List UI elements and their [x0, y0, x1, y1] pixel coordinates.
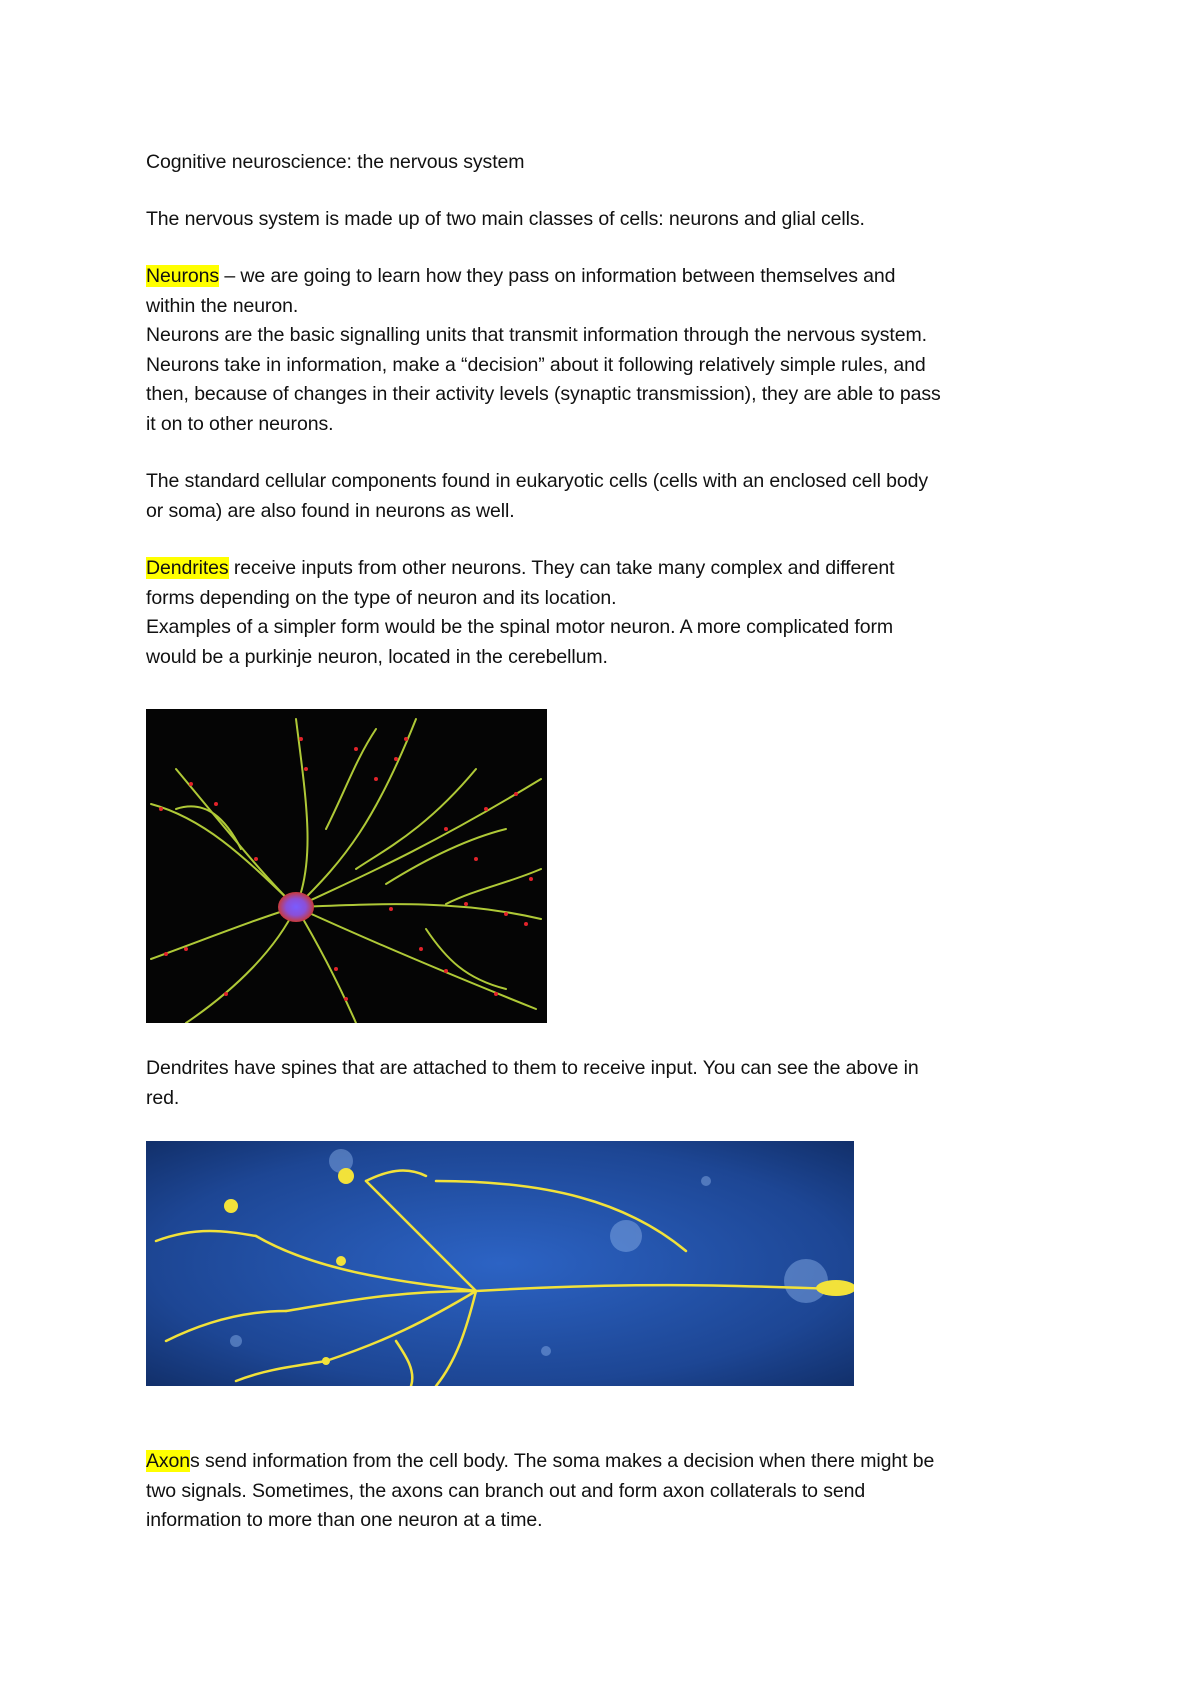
neuron-fluorescence-image — [146, 709, 547, 1023]
dendrites-highlight: Dendrites — [146, 557, 229, 579]
neurons-paragraph: Neurons – we are going to learn how they pass on information between themselves and within the neuron. Neurons are the basic signalling units that transmit information through the nervous system. Neurons take in information, make a “decision” about it following relatively simple rules, and then, because of changes in their activity levels (synaptic transmission), they are able to pass it on to other neurons. — [146, 265, 941, 435]
axons-paragraph: Axons send information from the cell body. The soma makes a decision when there might be two signals. Sometimes, the axons can branch out and form axon collaterals to send information to more than one neuron at a time. — [146, 1450, 935, 1531]
intro-paragraph: The nervous system is made up of two main classes of cells: neurons and glial cells. — [146, 207, 865, 230]
neurons-highlight: Neurons — [146, 265, 220, 287]
document-title: Cognitive neuroscience: the nervous system — [146, 151, 525, 173]
dendrites-paragraph: Dendrites receive inputs from other neurons. They can take many complex and different forms depending on the type of neuron and its location. Examples of a simpler form would be the spinal motor neuron. A more complicated form would be a purkinje neuron, located in the cerebellum. — [146, 557, 895, 668]
axon-highlight: Axon — [146, 1450, 191, 1472]
eukaryotic-paragraph: The standard cellular components found in eukaryotic cells (cells with an enclosed cell body or soma) are also found in neurons as well. — [146, 470, 929, 522]
document-body — [146, 148, 1076, 672]
spines-paragraph: Dendrites have spines that are attached to them to receive input. You can see the above in red. — [146, 1057, 919, 1109]
axon-micrograph-image — [146, 1141, 854, 1386]
